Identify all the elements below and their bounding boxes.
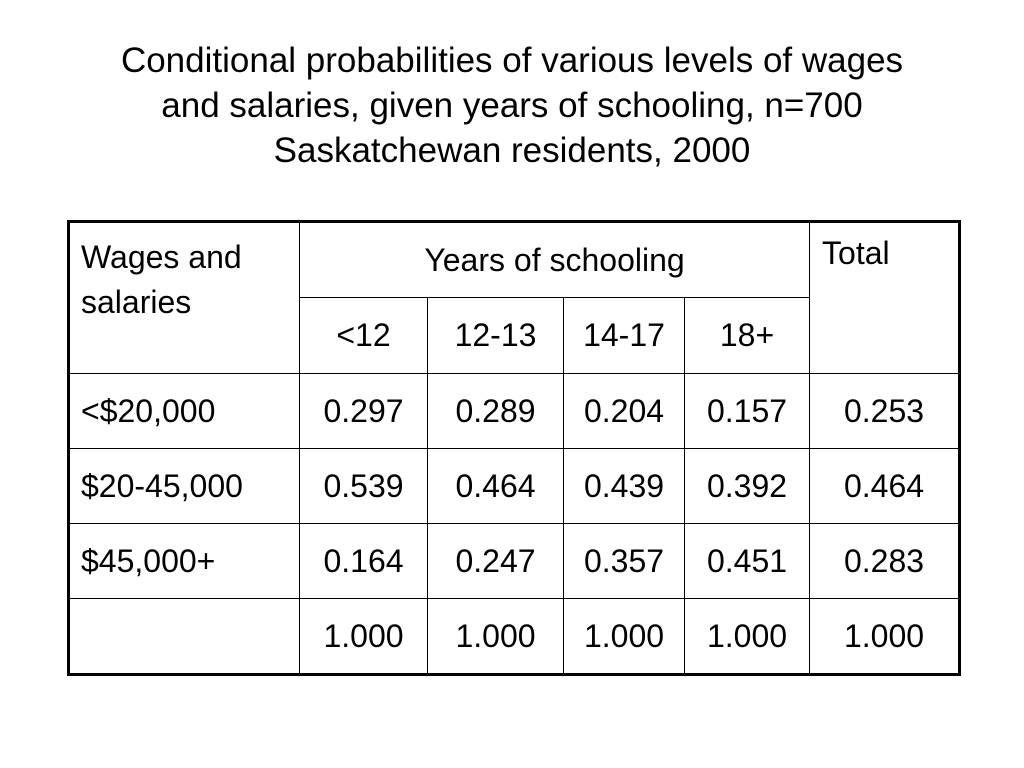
value-cell: 1.000 (564, 599, 685, 675)
total-cell: 0.253 (810, 374, 960, 449)
years-of-schooling-header: Years of schooling (300, 222, 810, 298)
probability-table (67, 220, 961, 676)
total-header: Total (810, 222, 960, 374)
subheader-cell: <12 (300, 298, 428, 374)
value-cell: 0.289 (428, 374, 564, 449)
slide-title (0, 38, 1024, 173)
title-line-1: Conditional probabilities of various levels of wages (120, 41, 904, 80)
title-line-3: Saskatchewan residents, 2000 (273, 131, 751, 170)
value-cell: 0.451 (685, 524, 810, 599)
table-row (69, 524, 960, 599)
table-row (69, 449, 960, 524)
total-cell: 1.000 (810, 599, 960, 675)
subheader-cell: 12-13 (428, 298, 564, 374)
value-cell: 1.000 (685, 599, 810, 675)
value-cell: 0.357 (564, 524, 685, 599)
header-row (69, 222, 960, 298)
total-cell: 0.464 (810, 449, 960, 524)
value-cell: 0.392 (685, 449, 810, 524)
table-row (69, 374, 960, 449)
subheader-cell: 18+ (685, 298, 810, 374)
value-cell: 1.000 (300, 599, 428, 675)
subheader-cell: 14-17 (564, 298, 685, 374)
value-cell: 0.157 (685, 374, 810, 449)
table-row-totals (69, 599, 960, 675)
value-cell: 0.204 (564, 374, 685, 449)
value-cell: 0.247 (428, 524, 564, 599)
value-cell: 0.164 (300, 524, 428, 599)
row-label: <$20,000 (69, 374, 300, 449)
value-cell: 0.539 (300, 449, 428, 524)
row-label: $20-45,000 (69, 449, 300, 524)
value-cell: 0.464 (428, 449, 564, 524)
value-cell: 0.297 (300, 374, 428, 449)
total-cell: 0.283 (810, 524, 960, 599)
row-label: $45,000+ (69, 524, 300, 599)
corner-header: Wages and salaries (69, 222, 300, 374)
title-line-2: and salaries, given years of schooling, n=700 (161, 86, 863, 125)
row-label (69, 599, 300, 675)
value-cell: 1.000 (428, 599, 564, 675)
value-cell: 0.439 (564, 449, 685, 524)
